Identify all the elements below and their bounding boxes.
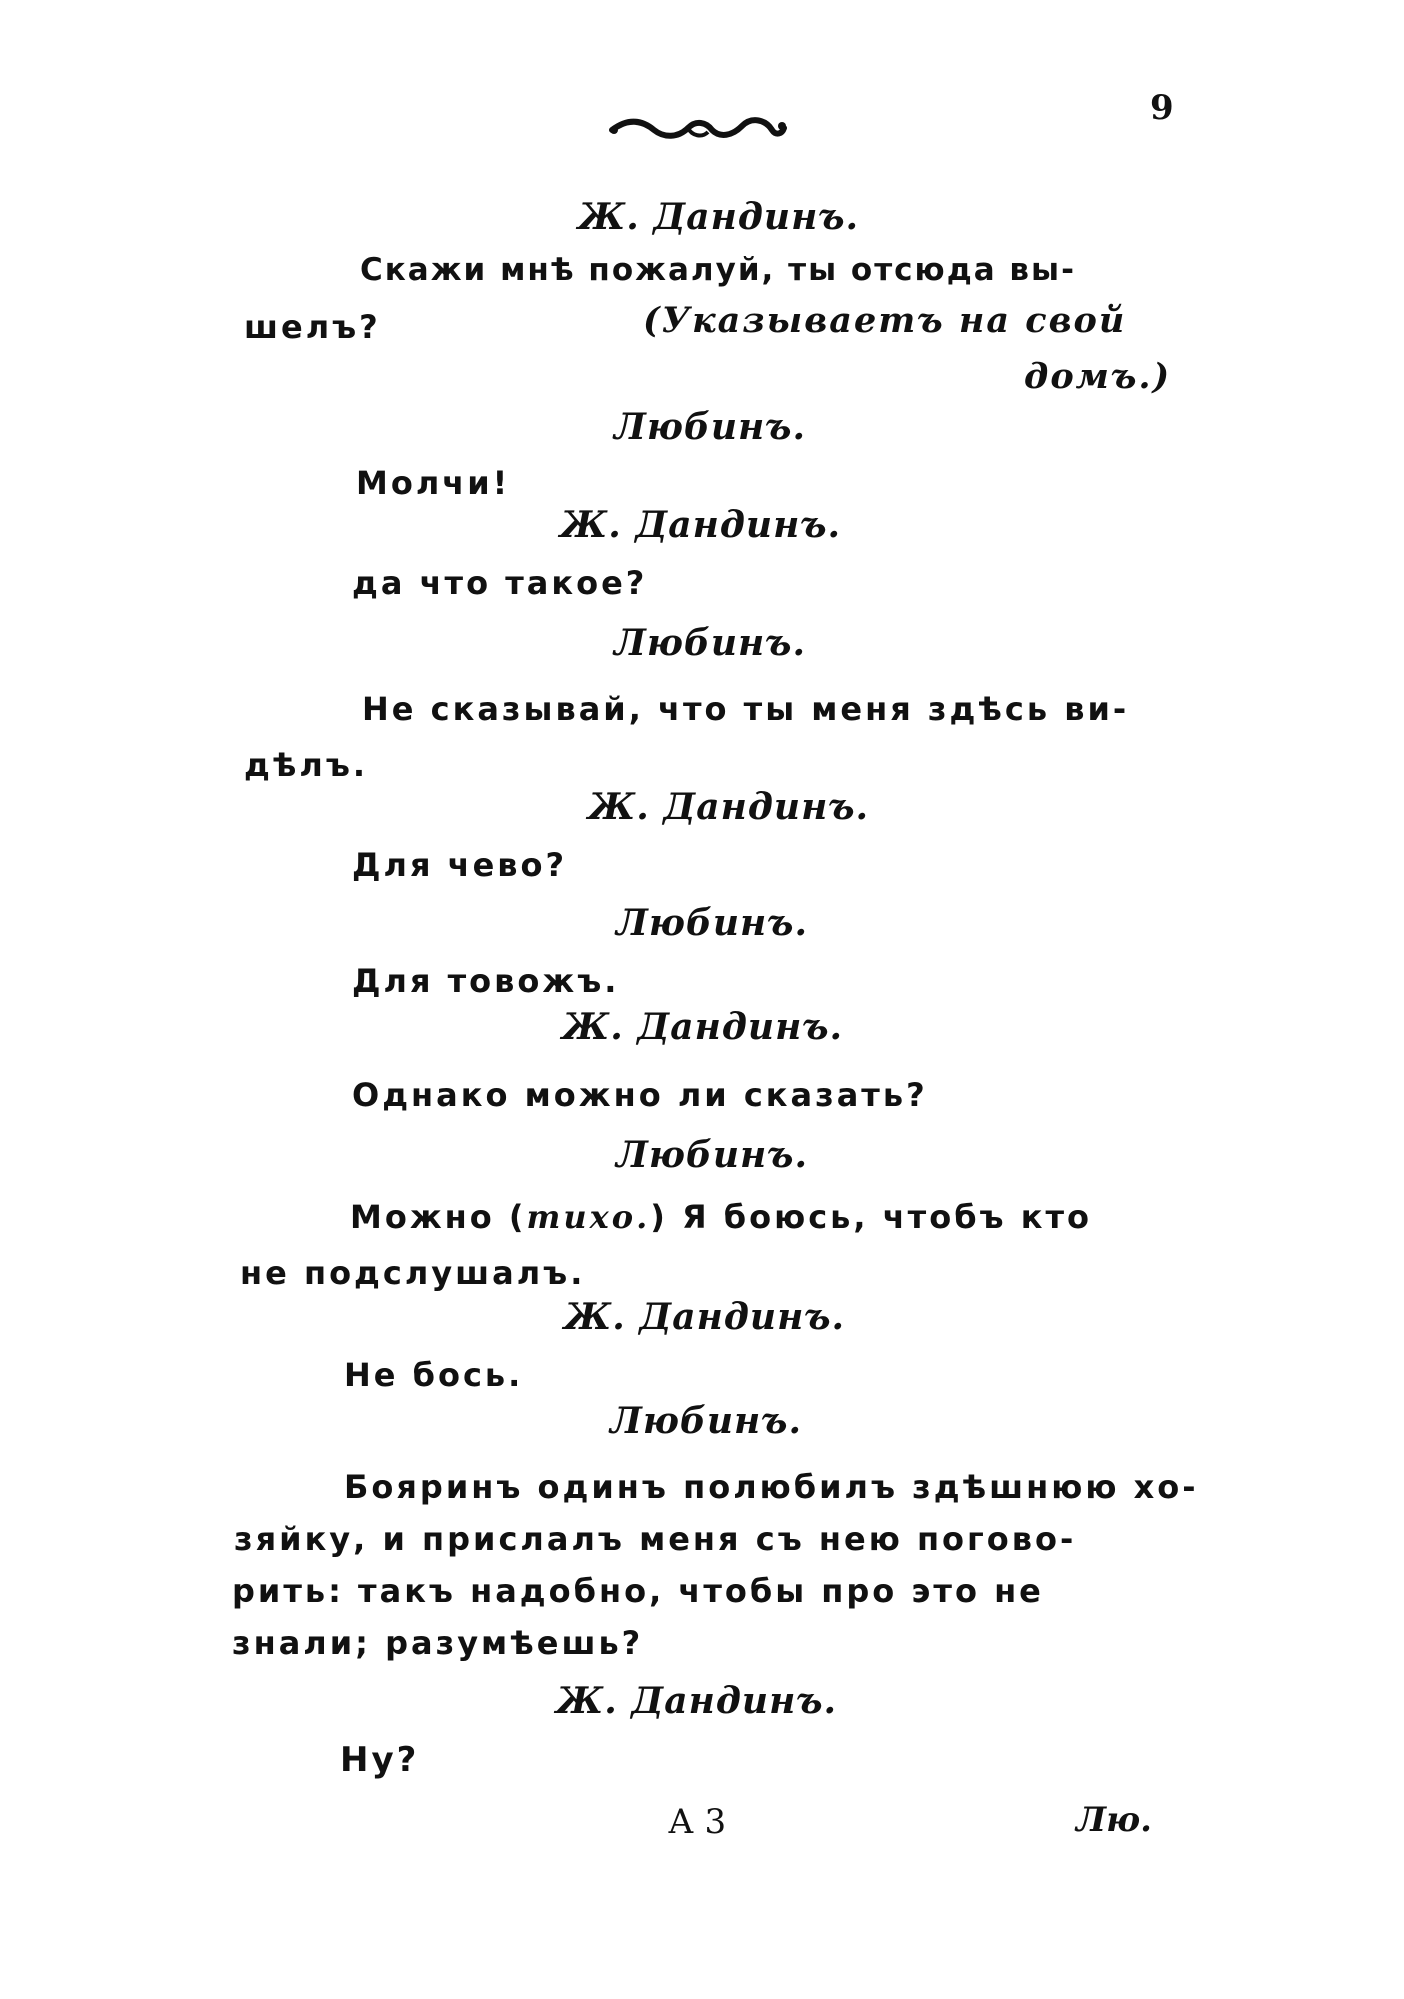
inline-stage-direction: тихо. bbox=[526, 1198, 651, 1236]
signature-mark: А 3 bbox=[668, 1802, 727, 1842]
catchword: Лю. bbox=[1076, 1800, 1152, 1840]
dialogue-line: Не бось. bbox=[344, 1356, 524, 1394]
dialogue-line: Ну? bbox=[340, 1740, 420, 1780]
headpiece-ornament bbox=[608, 108, 788, 148]
dialogue-line: рить: такъ надобно, чтобы про это не bbox=[232, 1572, 1044, 1610]
speaker-heading: Ж. Дандинъ. bbox=[564, 1296, 846, 1338]
speaker-heading: Ж. Дандинъ. bbox=[588, 786, 870, 828]
dialogue-text: ) Я боюсь, чтобъ кто bbox=[650, 1198, 1092, 1236]
dialogue-line bbox=[350, 1198, 1092, 1236]
speaker-heading: Ж. Дандинъ. bbox=[556, 1680, 838, 1722]
dialogue-line: зяйку, и прислалъ меня съ нею поговo- bbox=[234, 1520, 1077, 1558]
dialogue-line: Бояринъ одинъ полюбилъ здѣшнюю хо- bbox=[344, 1468, 1199, 1506]
speaker-heading: Ж. Дандинъ. bbox=[562, 1006, 844, 1048]
speaker-heading: Ж. Дандинъ. bbox=[578, 196, 860, 238]
dialogue-line: да что такое? bbox=[352, 564, 648, 602]
dialogue-line: Для чево? bbox=[352, 846, 568, 884]
stage-direction: домъ.) bbox=[1024, 356, 1172, 397]
speaker-heading: Любинъ. bbox=[610, 1400, 803, 1442]
dialogue-line: шелъ? bbox=[244, 308, 381, 346]
stage-direction: (Указываетъ на свой bbox=[643, 300, 1127, 341]
dialogue-line: Однако можно ли сказать? bbox=[352, 1076, 928, 1114]
speaker-heading: Любинъ. bbox=[614, 406, 807, 448]
speaker-heading: Ж. Дандинъ. bbox=[560, 504, 842, 546]
dialogue-line: не подслушалъ. bbox=[240, 1254, 586, 1292]
speaker-heading: Любинъ. bbox=[616, 1134, 809, 1176]
dialogue-text: Можно ( bbox=[350, 1198, 527, 1236]
dialogue-line: Молчи! bbox=[356, 464, 511, 502]
page-number: 9 bbox=[1150, 88, 1174, 128]
speaker-heading: Любинъ. bbox=[614, 622, 807, 664]
dialogue-line: Для товожъ. bbox=[352, 962, 620, 1000]
dialogue-line: Скажи мнѣ пожалуй, ты отсюда вы- bbox=[360, 252, 1076, 288]
dialogue-line: знали; разумѣешь? bbox=[232, 1624, 644, 1662]
dialogue-line: Не сказывай, что ты меня здѣсь ви- bbox=[362, 690, 1130, 728]
speaker-heading: Любинъ. bbox=[616, 902, 809, 944]
dialogue-line: дѣлъ. bbox=[244, 746, 369, 784]
